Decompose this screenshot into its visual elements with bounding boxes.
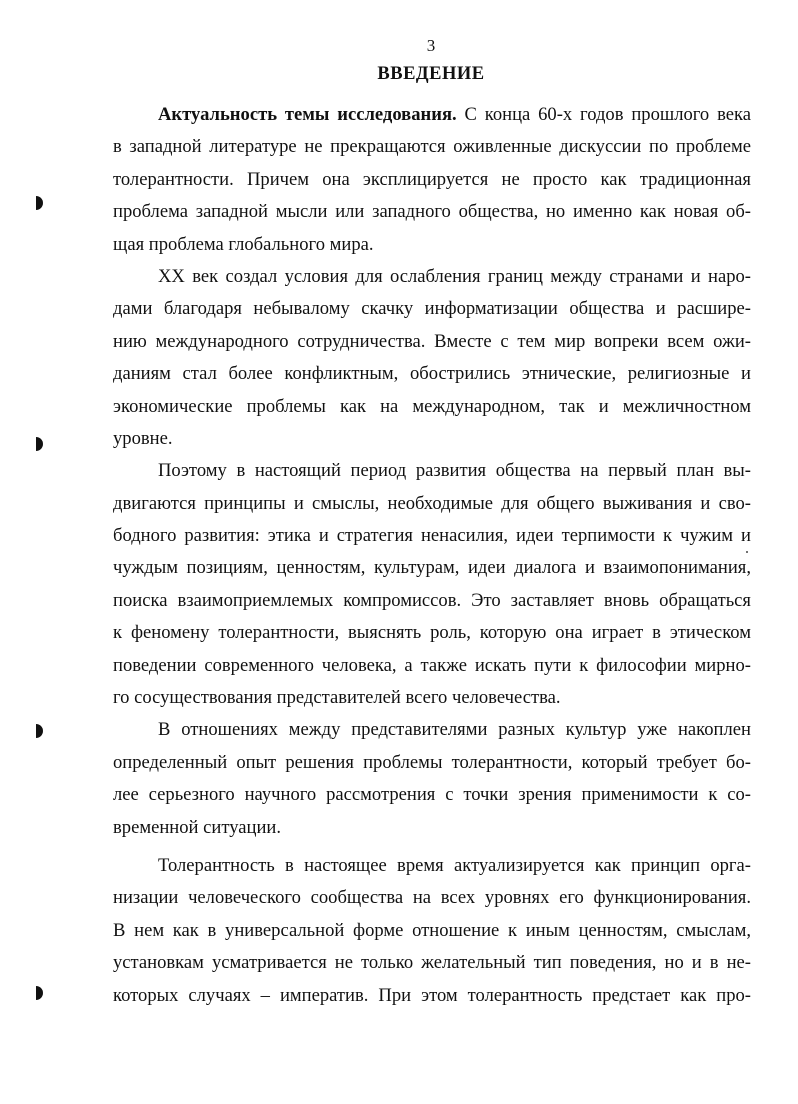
paragraph-line: низации человеческого сообщества на всех уровнях его функционирования. — [113, 887, 751, 909]
paragraph-line: го сосуществования представителей всего человечества. — [113, 687, 561, 709]
paragraph-line: Толерантность в настоящее время актуализируется как принцип орга- — [158, 854, 751, 876]
paragraph-line: В нем как в универсальной форме отношение к иным ценностям, смыслам, — [113, 919, 751, 941]
paragraph-line: определенный опыт решения проблемы толерантности, который требует бо- — [113, 751, 751, 773]
paragraph-twentieth-century — [113, 261, 751, 455]
paragraph-line: нию международного сотрудничества. Вместе с тем мир вопреки всем ожи- — [113, 330, 751, 352]
paragraph-line: чуждым позициям, ценностям, культурам, идеи диалога и взаимопонимания, — [113, 557, 751, 579]
paragraph-principles — [113, 455, 751, 714]
paragraph-line: экономические проблемы как на международном, так и межличностном — [113, 395, 751, 417]
paragraph-line: поведении современного человека, а также искать пути к философии мирно- — [113, 654, 751, 676]
binding-mark-icon — [36, 986, 43, 1000]
paragraph-line: которых случаях – императив. При этом толерантность предстает как про- — [113, 984, 751, 1006]
paragraph-line: уровне. — [113, 427, 173, 449]
paragraph-line: в западной литературе не прекращаются оживленные дискуссии по проблеме — [113, 136, 751, 158]
paragraph-line: дами благодаря небывалому скачку информатизации общества и расшире- — [113, 298, 751, 320]
paragraph-line: лее серьезного научного рассмотрения с точки зрения применимости к со- — [113, 784, 751, 806]
section-heading: ВВЕДЕНИЕ — [377, 64, 485, 84]
paragraph-line: щая проблема глобального мира. — [113, 233, 374, 255]
paragraph-line: проблема западной мысли или западного общества, но именно как новая об- — [113, 201, 751, 223]
paragraph-tolerance-principle — [113, 850, 751, 1012]
paragraph-line: толерантности. Причем она эксплицируется не просто как традиционная — [113, 168, 751, 190]
paragraph-line — [113, 99, 751, 131]
body-text — [113, 99, 751, 1012]
paragraph-line: XX век создал условия для ослабления границ между странами и наро- — [158, 265, 751, 287]
paragraph-line: даниям стал более конфликтным, обострились этнические, религиозные и — [113, 363, 751, 385]
paragraph-line: двигаются принципы и смыслы, необходимые для общего выживания и сво- — [113, 492, 751, 514]
paragraph-line: В отношениях между представителями разных культур уже накоплен — [158, 719, 751, 741]
paragraph-experience — [113, 714, 751, 844]
line-text: С конца 60-х годов прошлого века — [456, 104, 751, 125]
paragraph-line: Поэтому в настоящий период развития общества на первый план вы- — [158, 460, 751, 482]
paragraph-relevance — [113, 99, 751, 261]
binding-mark-icon — [36, 196, 43, 210]
relevance-lead: Актуальность темы исследования. — [158, 104, 457, 125]
binding-mark-icon — [36, 437, 43, 451]
page-number: 3 — [426, 36, 436, 55]
paragraph-line: к феномену толерантности, выяснять роль, которую она играет в этическом — [113, 622, 751, 644]
paragraph-line: поиска взаимоприемлемых компромиссов. Это заставляет вновь обращаться — [113, 589, 751, 611]
binding-mark-icon — [36, 724, 43, 738]
paragraph-line: временной ситуации. — [113, 816, 282, 838]
paragraph-line: бодного развития: этика и стратегия ненасилия, идеи терпимости к чужим и — [113, 525, 751, 547]
paragraph-line: установкам усматривается не только желательный тип поведения, но и в не- — [113, 952, 751, 974]
